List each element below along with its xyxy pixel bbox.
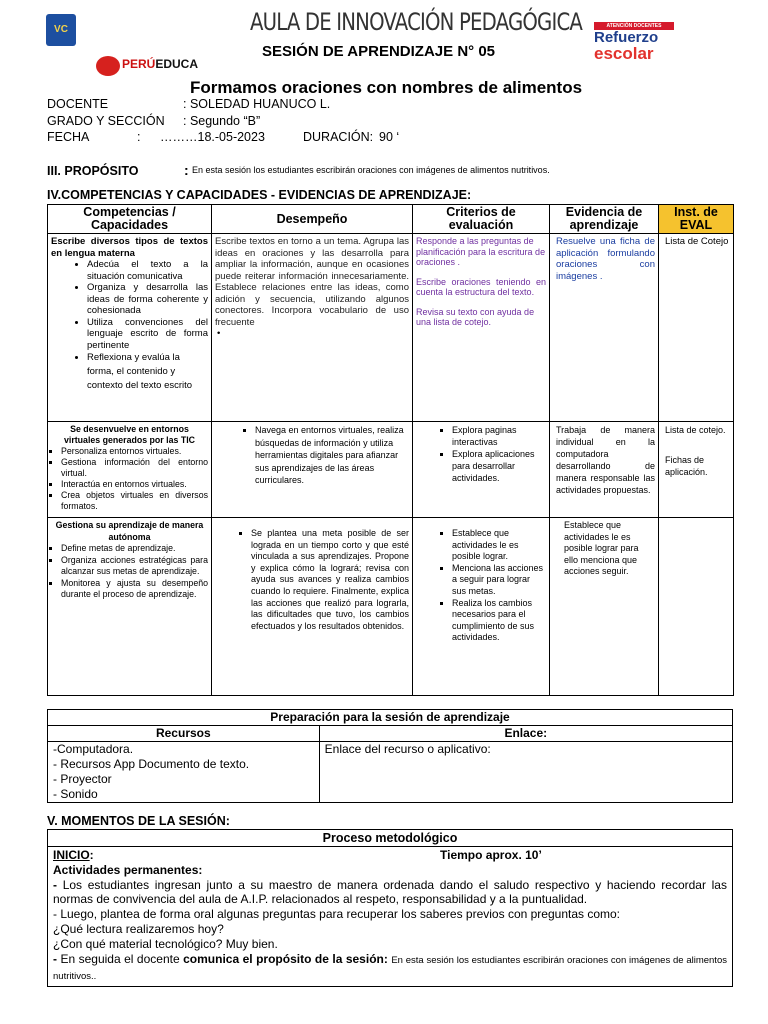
list-item: ▪ Define metas de aprendizaje. xyxy=(61,543,208,555)
question: ¿Qué lectura realizaremos hoy? xyxy=(53,921,224,936)
desempeno-text: ▪ Se plantea una meta posible de ser lograda en un tiempo corto y que esté vinculada a sus aprendizajes. Propone y explica cómo la logrará; revisa con ayuda sus avances y realiza cambios cuando lo requiere. Finalmente, explica las acciones que realizó para lograrla, las dificultades que tuvo, los cambios efectuados y los resultados obtenidos. xyxy=(251,528,409,632)
page-title: Formamos oraciones con nombres de alimentos xyxy=(190,78,583,97)
criterio-item: Revisa su texto con ayuda de una lista de cotejo. xyxy=(416,306,535,327)
proposito-colon: : xyxy=(184,162,189,178)
paragraph: En seguida el docente xyxy=(60,951,180,966)
duracion-value: 90 ‘ xyxy=(379,130,400,144)
actividades-label: Actividades permanentes: xyxy=(53,862,203,877)
list-item: -Computadora. xyxy=(53,742,134,756)
tiempo-label: Tiempo aprox. 10’ xyxy=(440,848,542,862)
criterio-item: Responde a las preguntas de planificación para la escritura de oraciones . xyxy=(416,236,546,267)
list-item: • Adecúa el texto a la situación comunicativa xyxy=(87,259,208,282)
evidencia-text: Resuelve una ficha de aplicación formulando oraciones con imágenes . xyxy=(550,234,659,422)
criterios-list xyxy=(416,424,546,484)
list-item: ▪ Crea objetos virtuales en diversos formatos. xyxy=(61,490,208,512)
header-instrumento: Inst. de EVAL xyxy=(659,205,734,234)
paragraph: En esta sesión los estudiantes escribirán oraciones con imágenes de alimentos nutritivos.. xyxy=(53,954,727,983)
instrumento-text: Lista de Cotejo xyxy=(659,234,734,422)
preparacion-table xyxy=(47,709,733,803)
desempeno-list xyxy=(215,528,409,632)
desempeno-text: Escribe textos en torno a un tema. Agrupa las ideas en oraciones y las desarrolla para ampliar la información, aunque en ocasiones puede reiterar información innecesariamente. Establece relaciones entre las ideas, como adición y secuencia, utilizando algunos conectores. Incorpora vocabulario de uso frecuente xyxy=(215,236,409,328)
header-evidencia: Evidencia de aprendizaje xyxy=(550,205,659,234)
list-item: ▪ Monitorea y ajusta su desempeño durante el proceso de aprendizaje. xyxy=(61,578,208,601)
list-item: • Utiliza convenciones del lenguaje escrito de forma pertinente xyxy=(87,317,208,352)
proceso-title: Proceso metodológico xyxy=(48,830,733,847)
list-item: • Organiza y desarrolla las ideas de forma coherente y cohesionada xyxy=(87,282,208,317)
proposito-emphasis: comunica el propósito de la sesión: xyxy=(183,951,388,966)
instrumento-text: Fichas de aplicación. xyxy=(665,455,708,477)
proposito-label: III. PROPÓSITO xyxy=(47,164,139,178)
criterio-item: ▪ Realiza los cambios necesarios para el cumplimiento de sus actividades. xyxy=(452,598,546,644)
session-number: SESIÓN DE APRENDIZAJE N° 05 xyxy=(262,43,495,60)
header-competencias: Competencias / Capacidades xyxy=(48,205,212,234)
fecha-value: ………18.-05-2023 xyxy=(160,130,265,144)
header-criterios: Criterios de evaluación xyxy=(413,205,550,234)
paragraph: Los estudiantes ingresan junto a su maestro de manera ordenada dando el saludo respectivo y haciendo recordar las normas de convivencia del aula de A.I.P. relacionados al respeto, responsabilidad y a la puntualidad. xyxy=(53,877,727,907)
list-item: ▪ Gestiona información del entorno virtual. xyxy=(61,457,208,479)
competencia-title: Gestiona su aprendizaje de manera autónoma xyxy=(55,520,204,542)
list-item: ▪ Organiza acciones estratégicas para alcanzar sus metas de aprendizaje. xyxy=(61,555,208,578)
list-item: - Proyector xyxy=(53,772,112,786)
recursos-header: Recursos xyxy=(48,726,320,742)
list-item: • Reflexiona y evalúa la forma, el contenido y contexto del texto escrito xyxy=(87,351,208,393)
fecha-label: FECHA xyxy=(47,130,90,144)
list-item: ▪ Interactúa en entornos virtuales. xyxy=(61,479,208,490)
proceso-table: Proceso metodológico INICIO: Tiempo aprox. 10’ Actividades permanentes: - Los estudiantes ingresan junto a su maestro de manera ordenada dando el saludo respectivo y haciendo recordar las normas de convivencia del aula de A.I.P. relacionados al respeto, responsabilidad y a la puntualidad. - Luego, plantea de forma oral algunas preguntas para recuperar los saberes previos con preguntas como: ¿Qué lectura realizaremos hoy? ¿Con qué material tecnológico? Muy bien. - En seguida el docente comunica el propósito de la sesión: En esta sesión los estudiantes escribirán oraciones con imágenes de alimentos nutritivos.. xyxy=(47,829,733,987)
docente-label: DOCENTE xyxy=(47,97,109,111)
criterio-item: ▪ Explora aplicaciones para desarrollar actividades. xyxy=(452,448,546,484)
school-logo: VC xyxy=(46,14,76,46)
header-desempeno: Desempeño xyxy=(212,205,413,234)
table-row xyxy=(48,234,734,422)
capacidades-list xyxy=(51,446,208,512)
desempeno-text: ▪ Navega en entornos virtuales, realiza búsquedas de información y utiliza herramientas digitales para afianzar sus aprendizajes de las áreas curriculares. xyxy=(255,424,409,487)
docente-value: : SOLEDAD HUANUCO L. xyxy=(183,97,331,111)
capacidades-list xyxy=(51,259,208,393)
competencias-table xyxy=(47,204,734,696)
list-item: - Sonido xyxy=(53,787,98,801)
perueduca-swirl-icon xyxy=(96,56,120,76)
momentos-heading: V. MOMENTOS DE LA SESIÓN: xyxy=(47,814,230,828)
criterios-list xyxy=(416,528,546,644)
list-item: - Recursos App Documento de texto. xyxy=(53,757,250,771)
enlace-header: Enlace: xyxy=(319,726,732,742)
preparacion-title: Preparación para la sesión de aprendizaje xyxy=(48,710,733,726)
paragraph: - Luego, plantea de forma oral algunas preguntas para recuperar los saberes previos con preguntas como: xyxy=(53,907,621,922)
capacidades-list xyxy=(51,543,208,601)
criterio-item: Escribe oraciones teniendo en cuenta la estructura del texto. xyxy=(416,276,546,297)
grado-value: : Segundo “B” xyxy=(183,114,261,128)
inicio-label: INICIO xyxy=(53,848,90,862)
refuerzo-escolar-logo: ATENCIÓN DOCENTES Refuerzo escolar xyxy=(594,22,674,72)
header-title: AULA DE INNOVACIÓN PEDAGÓGICA xyxy=(250,8,583,36)
proposito-text: En esta sesión los estudiantes escribirán oraciones con imágenes de alimentos nutritivos. xyxy=(192,165,550,175)
instrumento-text: Lista de cotejo. xyxy=(665,425,726,435)
fecha-separator: : xyxy=(137,130,141,144)
desempeno-list xyxy=(215,424,409,487)
enlace-text: Enlace del recurso o aplicativo: xyxy=(319,742,732,803)
competencias-heading: IV.COMPETENCIAS Y CAPACIDADES - EVIDENCIAS DE APRENDIZAJE: xyxy=(47,188,472,202)
criterio-item: ▪ Menciona las acciones a seguir para lograr sus metas. xyxy=(452,563,546,598)
grado-label: GRADO Y SECCIÓN xyxy=(47,114,165,128)
duracion-label: DURACIÓN: xyxy=(303,130,374,144)
competencia-title: Se desenvuelve en entornos virtuales generados por las TIC xyxy=(63,424,196,445)
perueduca-logo: PERÚEDUCA xyxy=(96,56,208,78)
criterio-item: ▪ Establece que actividades le es posible lograr. xyxy=(452,528,546,563)
evidencia-text: Trabaja de manera individual en la computadora desarrollando de manera responsable las actividades propuestas. xyxy=(550,422,659,518)
instrumento-cell xyxy=(659,518,734,696)
competencia-title: Escribe diversos tipos de textos en lengua materna xyxy=(51,236,208,259)
table-row xyxy=(48,518,734,696)
criterio-item: ▪ Explora paginas interactivas xyxy=(452,424,546,448)
bullet-icon: • xyxy=(217,328,221,339)
table-row xyxy=(48,422,734,518)
list-item: ▪ Personaliza entornos virtuales. xyxy=(61,446,208,457)
question: ¿Con qué material tecnológico? Muy bien. xyxy=(53,936,278,951)
evidencia-text: Establece que actividades le es posible lograr para ello menciona que acciones seguir. xyxy=(550,518,659,696)
